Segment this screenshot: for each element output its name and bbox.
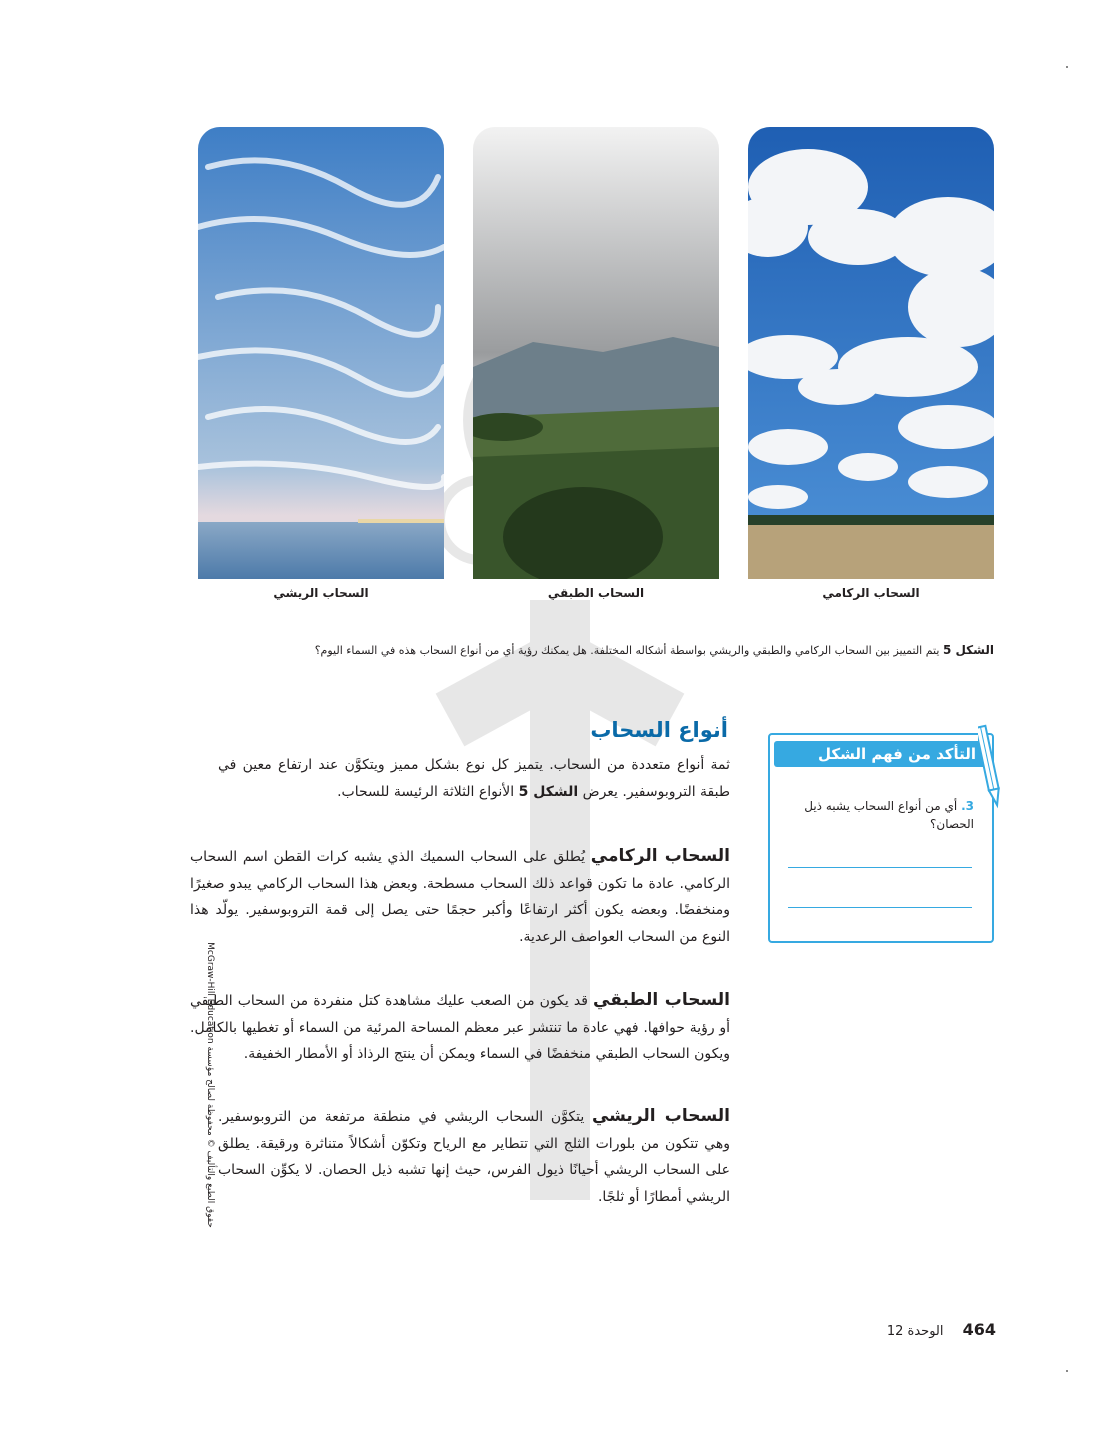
answer-line[interactable] bbox=[788, 867, 972, 868]
unit-label: الوحدة 12 bbox=[886, 1324, 944, 1339]
cumulus-paragraph bbox=[190, 843, 730, 950]
cirrus-term: السحاب الريشي bbox=[591, 1106, 730, 1126]
intro-paragraph bbox=[218, 752, 730, 805]
stratus-photo-caption: السحاب الطبقي bbox=[547, 586, 645, 600]
stratus-text: قد يكون من الصعب عليك مشاهدة كتل منفردة من السحاب الطبقي أو رؤية حوافها. فهي عادة ما تنتشر عبر معظم المساحة المرئية من السماء أو تغطيها بالكامل. ويكون السحاب الطبقي منخفضًا في السماء ويمكن أن ينتج الرذاذ أو الأمطار الخفيفة. bbox=[190, 993, 730, 1062]
answer-line[interactable] bbox=[788, 907, 972, 908]
figure-caption-label: الشكل 5 bbox=[942, 643, 994, 657]
intro-text-part2: الأنواع الثلاثة الرئيسة للسحاب. bbox=[337, 783, 519, 800]
side-copyright bbox=[205, 905, 215, 1265]
section-title: أنواع السحاب bbox=[590, 718, 728, 742]
copyright-text: حقوق الطبع والتأليف © محفوظة لصالح مؤسسة bbox=[205, 1046, 215, 1228]
figure-check-question bbox=[784, 797, 974, 833]
crop-mark bbox=[1066, 1370, 1068, 1372]
cirrus-paragraph bbox=[218, 1103, 730, 1210]
stratus-cloud-photo bbox=[473, 127, 719, 579]
cumulus-cloud-photo bbox=[748, 127, 994, 579]
cumulus-photo-caption: السحاب الركامي bbox=[822, 586, 920, 600]
question-number: 3. bbox=[961, 799, 974, 813]
cirrus-photo-caption: السحاب الريشي bbox=[273, 586, 369, 600]
cirrus-cloud-photo bbox=[198, 127, 444, 579]
intro-text-part1: ثمة أنواع متعددة من السحاب. يتميز كل نوع بشكل مميز ويتكوَّن عند ارتفاع معين في طبقة التروبوسفير. يعرض bbox=[218, 757, 730, 800]
figure-caption-text: يتم التمييز بين السحاب الركامي والطبقي والريشي بواسطة أشكاله المختلفة. هل يمكنك رؤية أي من أنواع السحاب هذه في السماء اليوم؟ bbox=[314, 644, 940, 657]
question-text: أي من أنواع السحاب يشبه ذيل الحصان؟ bbox=[804, 799, 974, 831]
figure-reference: الشكل 5 bbox=[518, 783, 579, 800]
page-footer bbox=[820, 1320, 996, 1339]
crop-mark bbox=[1066, 66, 1068, 68]
figure-check-box bbox=[768, 733, 994, 943]
cumulus-term: السحاب الركامي bbox=[590, 846, 730, 866]
figure-check-title: التأكد من فهم الشكل bbox=[774, 741, 988, 767]
publisher-name: McGraw-Hill Education bbox=[205, 942, 215, 1044]
stratus-term: السحاب الطبقي bbox=[593, 990, 730, 1010]
pencil-icon bbox=[978, 722, 1000, 812]
stratus-paragraph bbox=[190, 987, 730, 1068]
figure-caption bbox=[210, 640, 994, 661]
page-number: 464 bbox=[962, 1320, 996, 1339]
cumulus-text: يُطلق على السحاب السميك الذي يشبه كرات القطن اسم السحاب الركامي. عادة ما تكون قواعد ذلك السحاب مسطحة. وبعض هذا السحاب الركامي يبدو صغيرًا ومنخفضًا. وبعضه يكون أكثر ارتفاعًا وأكبر حجمًا حتى يصل إلى قمة التروبوسفير. يولّد هذا النوع من السحاب العواصف الرعدية. bbox=[190, 849, 730, 945]
cirrus-text: يتكوَّن السحاب الريشي في منطقة مرتفعة من التروبوسفير. وهي تتكون من بلورات الثلج التي تتطاير مع الرياح وتكوّن أشكالاً متناثرة ورقيقة. يطلق على السحاب الريشي أحيانًا ذيول الفرس، حيث إنها تشبه ذيل الحصان. لا يكوِّن السحاب الريشي أمطارًا أو ثلجًا. bbox=[218, 1109, 730, 1205]
